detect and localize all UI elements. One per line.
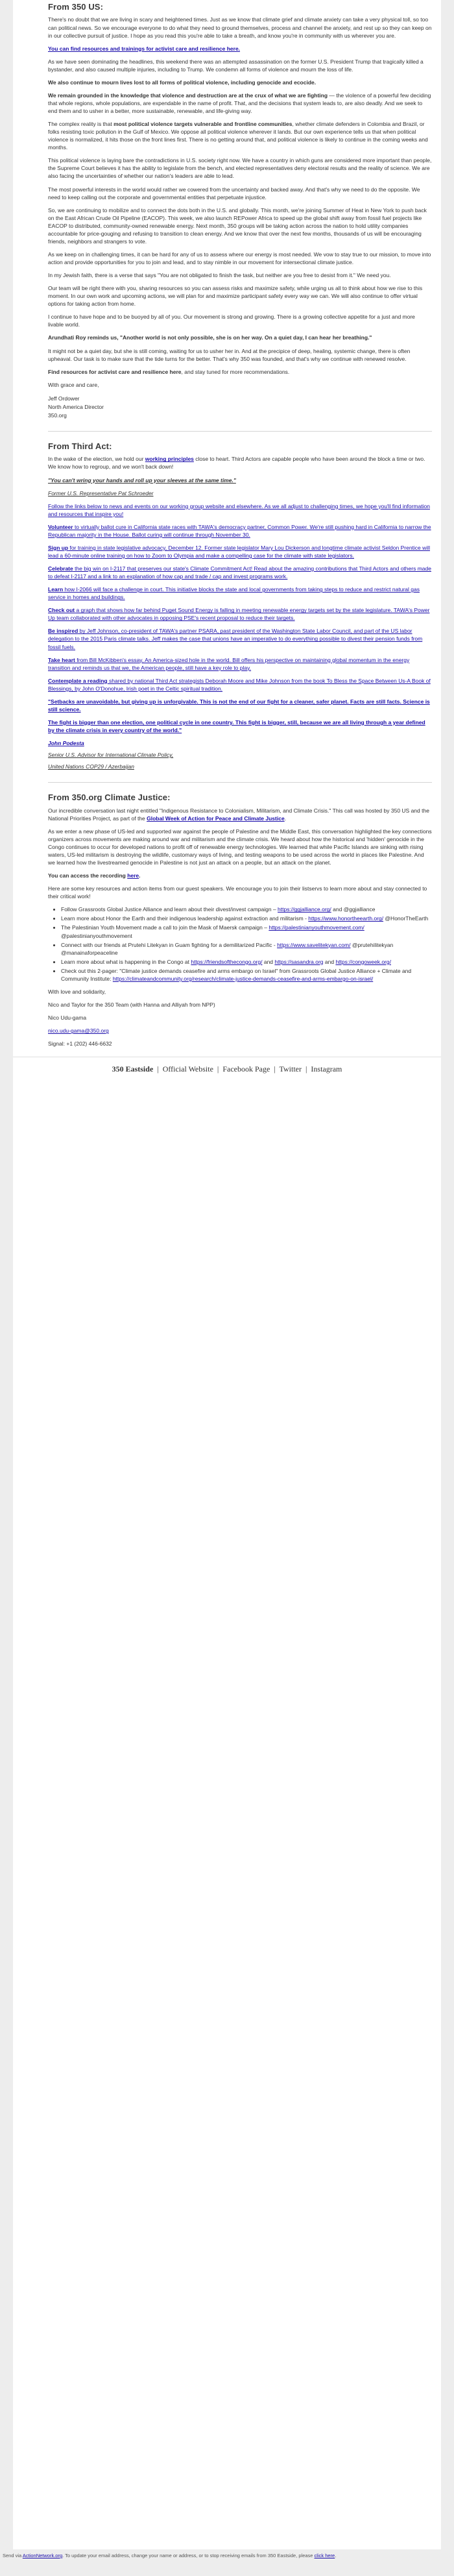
friends-congo-link[interactable]: https://friendsofthecongo.org/ <box>191 958 263 965</box>
recording-link[interactable]: here <box>127 872 139 879</box>
paragraph: Our incredible conversation last night entitled "Indigenous Resistance to Colonialism, Militarism, and Climate Crisis." This call was hosted by 350 US and the National Priorities Project, as part of the Global Week of Action for Peace and Climate Justice. <box>48 807 429 822</box>
be-inspired-link[interactable]: Be inspired <box>48 628 78 635</box>
pym-link[interactable]: https://palestinianyouthmovement.com/ <box>269 924 364 931</box>
recording-paragraph: You can access the recording here. <box>48 872 141 879</box>
list-item: • Learn more about what is happening in the Congo at https://friendsofthecongo.org/ and https://sasandra.org and https://congoweek.org/ <box>61 958 432 966</box>
paragraph: As we have seen dominating the headlines, this weekend there was an attempted assassination on the former U.S. President Trump that tragically killed a bystander, and also caused multiple injuries, including to Trump. We condemn all forms of violence and mourn the loss of life. <box>48 58 424 73</box>
unsubscribe-note: Send via ActionNetwork.org. To update your email address, change your name or address, or to stop receiving emails from 350 Eastside, please click here. <box>3 2553 337 2558</box>
list-item: • The Palestinian Youth Movement made a call to join the Mask of Maersk campaign – https://palestinianyouthmovement.com/ @palestinianyouthmovement <box>61 924 432 939</box>
paragraph: So, we are continuing to mobilize and to connect the dots both in the U.S. and globally. This month, we're joining Summer of Heat in New York to push back on the East African Crude Oil Pipeline (EACOP). This week, we also launch REPower Africa to speed up the global shift away from fossil fuel projects like EACOP to distributed, community-owned renewable energy. Next month, 350 groups will be taking action across the nation to hold utility companies accountable for price-gouging and refusing to transition to clean energy. And we know that over the next few months, thousands of us will be encouraging friends, neighbors and strangers to vote. <box>48 206 427 245</box>
paragraph: Find resources for activist care and resilience here, and stay tuned for more recommendations. <box>48 368 290 375</box>
learn-item: Learn how I-2066 will face a challenge in court. This initiative blocks the state and local governments from taking steps to reduce and restrict natural gas service in homes and buildings. <box>48 586 420 601</box>
unsubscribe-link[interactable]: click here <box>314 2553 335 2558</box>
footer-separator: | <box>217 1064 219 1074</box>
list-item: • Follow Grassroots Global Justice Alliance and learn about their divest/invest campaign – https://ggjalliance.org/ and @ggjalliance <box>61 905 432 913</box>
closing-block: With love and solidarity, Nico and Taylor for the 350 Team (with Hanna and Alliyah from NPP) Nico Udu-gama nico.udu-gama@350.org Signal: +1 (202) 446-6632 <box>48 988 432 1048</box>
content-column <box>13 0 441 1048</box>
schroeder-quote: "You can't wring your hands and roll up your sleeves at the same time." <box>48 476 236 484</box>
resource-list <box>48 905 432 983</box>
footer-separator: | <box>274 1064 276 1074</box>
quote-attribution: Former U.S. Representative Pat Schroeder <box>48 489 154 497</box>
working-group-link[interactable]: Follow the links below to news and events on our working group website and elsewhere. As we all adjust to challenging times, we hope you'll find information and resources that inspire you! <box>48 502 430 517</box>
roy-quote: Arundhati Roy reminds us, "Another world is not only possible, she is on her way. On a quiet day, I can hear her breathing." <box>48 334 372 341</box>
ggj-link[interactable]: https://ggjalliance.org/ <box>278 906 331 913</box>
podesta-name: John Podesta <box>48 740 84 747</box>
twitter-link[interactable]: Twitter <box>279 1064 302 1074</box>
instagram-link[interactable]: Instagram <box>311 1064 342 1074</box>
honor-earth-link[interactable]: https://www.honortheearth.org/ <box>308 915 384 922</box>
savelitekyan-link[interactable]: https://www.savelitekyan.com/ <box>277 941 351 948</box>
volunteer-link[interactable]: Volunteer <box>48 523 73 530</box>
celebrate-link[interactable]: Celebrate <box>48 565 73 572</box>
org-name: 350 Eastside <box>112 1064 154 1074</box>
global-week-link[interactable]: Global Week of Action for Peace and Climate Justice <box>147 815 285 822</box>
resilience-link-2[interactable]: Find resources for activist care and resilience here <box>48 368 182 375</box>
paragraph: In the wake of the election, we hold our working principles close to heart. Third Actors are capable people who have been around the block a time or two. We know how to regroup, and we won't back down! <box>48 456 425 471</box>
volunteer-item: Volunteer to virtually ballot cure in California state races with TAWA's democracy partner, Common Power. We're still pushing hard in California to narrow the Republican majority in the House. Ballot curing will continue through November 30. <box>48 523 431 538</box>
section-title-350us: From 350 US: <box>48 2 104 12</box>
paragraph: It might not be a quiet day, but she is still coming, waiting for us to usher her in. And at the precipice of deep, healing, systemic change, there is often upheaval. Our task is to make sure that the tide turns for the better. That's why 350 was founded, and that's why we continue with renewed resolve. <box>48 347 411 362</box>
divider <box>48 782 432 783</box>
sasandra-link[interactable]: https://sasandra.org <box>274 958 324 965</box>
working-principles-link[interactable]: working principles <box>145 456 194 463</box>
paragraph: The complex reality is that most political violence targets vulnerable and frontline communities, whether climate defenders in Colombia and Brazil, or folks resisting toxic pollution in the Gulf of Mexico. We oppose all political violence wherever it lands. But our own experience tells us that when political violence is normalized, it hits those on the front lines first. There is no getting around that, and political violence is likely to continue in the coming weeks and months. <box>48 121 428 151</box>
footer-links <box>13 1057 441 1083</box>
resilience-link[interactable]: You can find resources and trainings for activist care and resilience here. <box>48 45 241 52</box>
email-link[interactable]: nico.udu-gama@350.org <box>48 1027 109 1035</box>
take-heart-item: Take heart from Bill McKibben's essay, An America-sized hole in the world. Bill offers his perspective on maintaining global momentum in the energy transition and reminds us that we, the American people, still have a key role to play. <box>48 656 410 671</box>
check-out-item: Check out a graph that shows how far behind Puget Sound Energy is falling in meeting renewable energy targets set by the state legislature. TAWA's Power Up team collaborated with other advocates in opposing PSE's recent proposal to reduce their targets. <box>48 607 430 622</box>
paragraph: We remain grounded in the knowledge that violence and destruction are at the crux of what we are fighting — the violence of a powerful few deciding that whole regions, whole populations, are expendable in the name of profit. That, and the decisions that system leads to, are also deadly. And we seek to end them and to usher in a better, more sustainable, renewable, and life-giving way. <box>48 92 431 115</box>
paragraph: As we enter a new phase of US-led and supported war against the people of Palestine and the Middle East, this conversation highlighted the key connections organizers across movements are making around war and militarism and the climate crisis. We heard about how the historical and 'hidden' genocide in the Congo continues to occur for developed nations to profit off of renewable energy technologies. We learned that while Pacific Islands are sinking with rising waters, US-led militarism is destroying the wildlife, customary ways of living, and testing weapons to be used across the world in places like Palestine. And we learned how the livestreamed genocide in Palestine is not just an attack on a people, but an attack on the planet. <box>48 828 432 866</box>
paragraph: In my Jewish faith, there is a verse that says "You are not obligated to finish the task, but neither are you free to desist from it." We need you. <box>48 272 391 279</box>
section-title-climate-justice: From 350.org Climate Justice: <box>48 792 171 803</box>
website-link[interactable]: Official Website <box>162 1064 213 1074</box>
list-item: • Learn more about Honor the Earth and their indigenous leadership against extraction and militarism - https://www.honortheearth.org/ @HonorTheEarth <box>61 914 432 922</box>
signature-block: With grace and care, Jeff Ordower North America Director 350.org <box>48 381 104 419</box>
paragraph: This political violence is laying bare the contradictions in U.S. society right now. We have a country in which guns are considered more important than people, the Supreme Court believes it has the ability to legislate from the bench, and elected representatives deny electoral results and the reality of science. We are also facing the uncertainties of whether our nation's leaders are able to lead. <box>48 157 432 180</box>
podesta-org: United Nations COP29 / Azerbaijan <box>48 763 134 770</box>
podesta-title: Senior U.S. Advisor for International Climate Policy, <box>48 752 174 759</box>
congoweek-link[interactable]: https://congoweek.org/ <box>335 958 391 965</box>
email-body <box>13 0 441 2549</box>
learn-link[interactable]: Learn <box>48 586 64 593</box>
paragraph: Our team will be right there with you, sharing resources so you can assess risks and maximize safety, while urging us all to think about how we rise to this moment. In our own work and upcoming actions, we will plan for and maximize participant safety every way we can. We will also continue to offer virtual options for taking action from home. <box>48 285 423 308</box>
list-item: • Check out this 2-pager: "Climate justice demands ceasefire and arms embargo on Israel" from Grassroots Global Justice Alliance + Climate and Community Institute: https://climateandcommunity.org/research/climate-justice-demands-ceasefire-and-arms-embargo-on-israel/ <box>61 967 432 983</box>
footer-separator: | <box>305 1064 307 1074</box>
divider <box>48 431 432 432</box>
take-heart-link[interactable]: Take heart <box>48 656 75 663</box>
podesta-quote-1: "Setbacks are unavoidable, but giving up is unforgivable. This is not the end of our fight for a cleaner, safer planet. Facts are still facts. Science is still science. <box>48 698 430 713</box>
be-inspired-item: Be inspired by Jeff Johnson, co-president of TAWA's partner PSARA, past president of the Washington State Labor Council, and part of the US labor delegation to the 2015 Paris climate talks. Jeff makes the case that unions have an imperative to do everything possible to divest their pension funds from fossil fuels. <box>48 628 423 650</box>
celebrate-item: Celebrate the big win on I-2117 that preserves our state's Climate Commitment Act! Read about the amazing contributions that Third Actors and others made to defeat I-2117 and a link to an explanation of how cap and trade / cap and invest programs work. <box>48 565 431 580</box>
footer-separator: | <box>157 1064 159 1074</box>
paragraph: The most powerful interests in the world would rather we cowered from the uncertainty and backed away. And that's why we need to do the opposite. We need to keep calling out the corporate and governmental entities that perpetuate injustice. <box>48 186 420 201</box>
facebook-link[interactable]: Facebook Page <box>222 1064 270 1074</box>
contemplate-link[interactable]: Contemplate a reading <box>48 677 108 684</box>
contemplate-item: Contemplate a reading shared by national Third Act strategists Deborah Moore and Mike Johnson from the book To Bless the Space Between Us-A Book of Blessings, by John O'Donohue, Irish poet in the Celtic spiritual tradition. <box>48 677 431 692</box>
paragraph: Here are some key resources and action items from our guest speakers. We encourage you to join their listservs to learn more about and stay connected to their critical work! <box>48 885 427 900</box>
podesta-quote-2: The fight is bigger than one election, one political cycle in one country. This fight is bigger, still, because we are all living through a year defined by the climate crisis in every country of the world." <box>48 718 425 734</box>
action-network-link[interactable]: ActionNetwork.org <box>22 2553 63 2558</box>
cci-link[interactable]: https://climateandcommunity.org/research/climate-justice-demands-ceasefire-and-arms-embargo-on-israel/ <box>112 975 374 982</box>
section-title-third-act: From Third Act: <box>48 441 112 451</box>
paragraph: As we keep on in challenging times, it can be hard for any of us to assess where our energy is most needed. We vow to stay true to our mission, to move into action and provide opportunities for you to join and lead, and to stay nimble in our movement for intersectional climate justice. <box>48 251 431 266</box>
paragraph: I continue to have hope and to be buoyed by all of you. Our movement is strong and growing. There is a growing collective appetite for a just and more livable world. <box>48 313 415 328</box>
signup-item: Sign up for training in state legislative advocacy, December 12. Former state legislator Mary Lou Dickerson and longtime climate activist Seldon Prentice will lead a 60-minute online training on how to Zoom to Olympia and make a compelling case for the climate with state legislators. <box>48 544 430 559</box>
check-out-link[interactable]: Check out <box>48 607 75 614</box>
paragraph-bold: We also continue to mourn lives lost to all forms of political violence, including genocide and ecocide. <box>48 79 317 86</box>
list-item: • Connect with our friends at Prutehi Litekyan in Guam fighting for a demilitarized Pacific - https://www.savelitekyan.com/ @prutehilitekyan @manainaforpeaceline <box>61 941 432 957</box>
paragraph: There's no doubt that we are living in scary and heightened times. Just as we know that climate grief and climate anxiety can take a very physical toll, so too can political news. So we encourage everyone to do what they need to ground themselves, process and channel the anxiety, and rest up so they can keep on in our collective pursuit of justice. I hope as you read this you're able to take a breath, and know you're in community with us wherever you are. <box>48 16 432 39</box>
signup-link[interactable]: Sign up <box>48 544 69 551</box>
